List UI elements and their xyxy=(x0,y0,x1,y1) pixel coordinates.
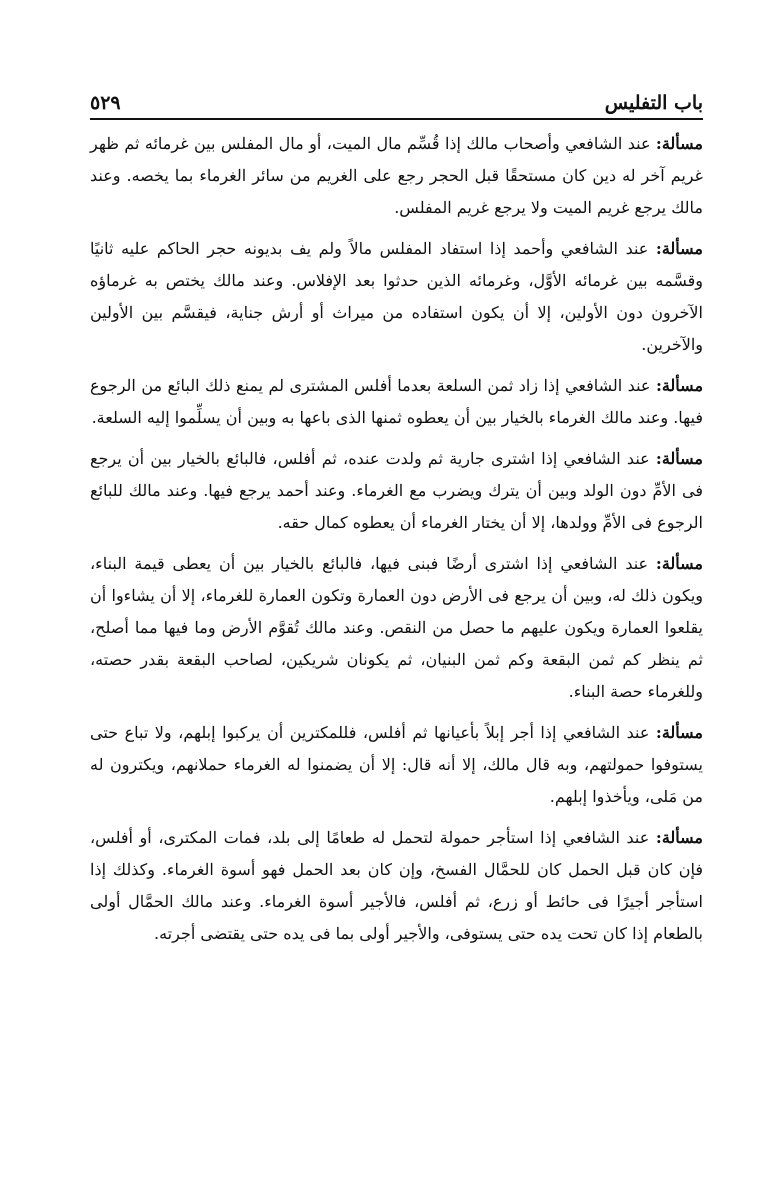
paragraph-2 xyxy=(90,233,703,361)
paragraph-text: عند الشافعي إذا أجر إبلاً بأعيانها ثم أفلس، فللمكترين أن يركبوا إبلهم، ولا تباع حتى يستوفوا حمولتهم، وبه قال مالك، إلا أنه قال: إلا أن يضمنوا له الغرماء حملانهم، ويكترون له من مَلى، ويأخذوا إبلهم. xyxy=(90,723,703,806)
paragraph-label: مسألة: xyxy=(655,449,703,468)
header-rule xyxy=(90,118,703,120)
paragraph-text: عند الشافعي وأحمد إذا استفاد المفلس مالاً ولم يف بديونه حجر الحاكم عليه ثانيًا وقسَّمه بين غرمائه الأوَّل، وغرمائه الذين حدثوا بعد الإفلاس. وعند مالك يختص به غرماؤه الآخرون دون الأولين، إلا أن يكون استفاده من ميراث أو أرش جناية، فيقسَّم بين الأولين والآخرين. xyxy=(90,239,704,354)
paragraph-7 xyxy=(90,822,703,950)
paragraph-label: مسألة: xyxy=(655,828,703,847)
paragraph-label: مسألة: xyxy=(655,239,703,258)
running-header xyxy=(90,84,703,114)
paragraph-5 xyxy=(90,548,703,708)
paragraph-4 xyxy=(90,443,703,539)
page-number: ٥٢٩ xyxy=(90,92,121,114)
paragraph-1 xyxy=(90,128,703,224)
paragraph-label: مسألة: xyxy=(655,134,703,153)
page-body xyxy=(90,128,703,959)
paragraph-text: عند الشافعي إذا اشترى أرضًا فبنى فيها، فالبائع بالخيار بين أن يعطى قيمة البناء، ويكون ذلك له، وبين أن يرجع فى الأرض دون العمارة وتكون العمارة للغرماء، إلا أن يشاءوا أن يقلعوا العمارة ويكون عليهم ما حصل من النقص. وعند مالك تُقوَّم الأرض وما فيها مما أصلح، ثم ينظر كم ثمن البقعة وكم ثمن البنيان، ثم يكونان شريكين، لصاحب البقعة بقدر حصته، وللغرماء حصة البناء. xyxy=(90,554,703,701)
paragraph-text: عند الشافعي إذا زاد ثمن السلعة بعدما أفلس المشترى لم يمنع ذلك البائع من الرجوع فيها. وعند مالك الغرماء بالخيار بين أن يعطوه ثمنها الذى باعها به وبين أن يسلِّموا إليه السلعة. xyxy=(90,376,703,427)
paragraph-label: مسألة: xyxy=(655,376,704,395)
paragraph-label: مسألة: xyxy=(655,723,703,742)
paragraph-3 xyxy=(90,370,703,434)
paragraph-text: عند الشافعي وأصحاب مالك إذا قُسِّم مال الميت، أو مال المفلس بين غرمائه ثم ظهر غريم آخر له دين كان مستحقًا قبل الحجر رجع على الغريم من سائر الغرماء بما يخصه. وعند مالك يرجع غريم الميت ولا يرجع غريم المفلس. xyxy=(90,134,703,217)
paragraph-text: عند الشافعي إذا اشترى جارية ثم ولدت عنده، ثم أفلس، فالبائع بالخيار بين أن يرجع فى الأمِّ دون الولد وبين أن يترك ويضرب مع الغرماء. وعند أحمد يرجع فيها. وعند مالك للبائع الرجوع فى الأمِّ وولدها، إلا أن يختار الغرماء أن يعطوه كمال حقه. xyxy=(90,449,703,532)
paragraph-6 xyxy=(90,717,703,813)
chapter-title: باب التفليس xyxy=(604,92,703,114)
paragraph-text: عند الشافعي إذا استأجر حمولة لتحمل له طعامًا إلى بلد، فمات المكترى، أو أفلس، فإن كان قبل الحمل كان للحمَّال الفسخ، وإن كان بعد الحمل فهو أسوة الغرماء. وكذلك إذا استأجر أجيرًا فى حائط أو زرع، ثم أفلس، فالأجير أسوة الغرماء. وعند مالك الحمَّال أولى بالطعام إذا كان تحت يده حتى يستوفى، والأجير أولى بما فى يده حتى يقتضى أجرته. xyxy=(90,828,703,943)
paragraph-label: مسألة: xyxy=(655,554,703,573)
